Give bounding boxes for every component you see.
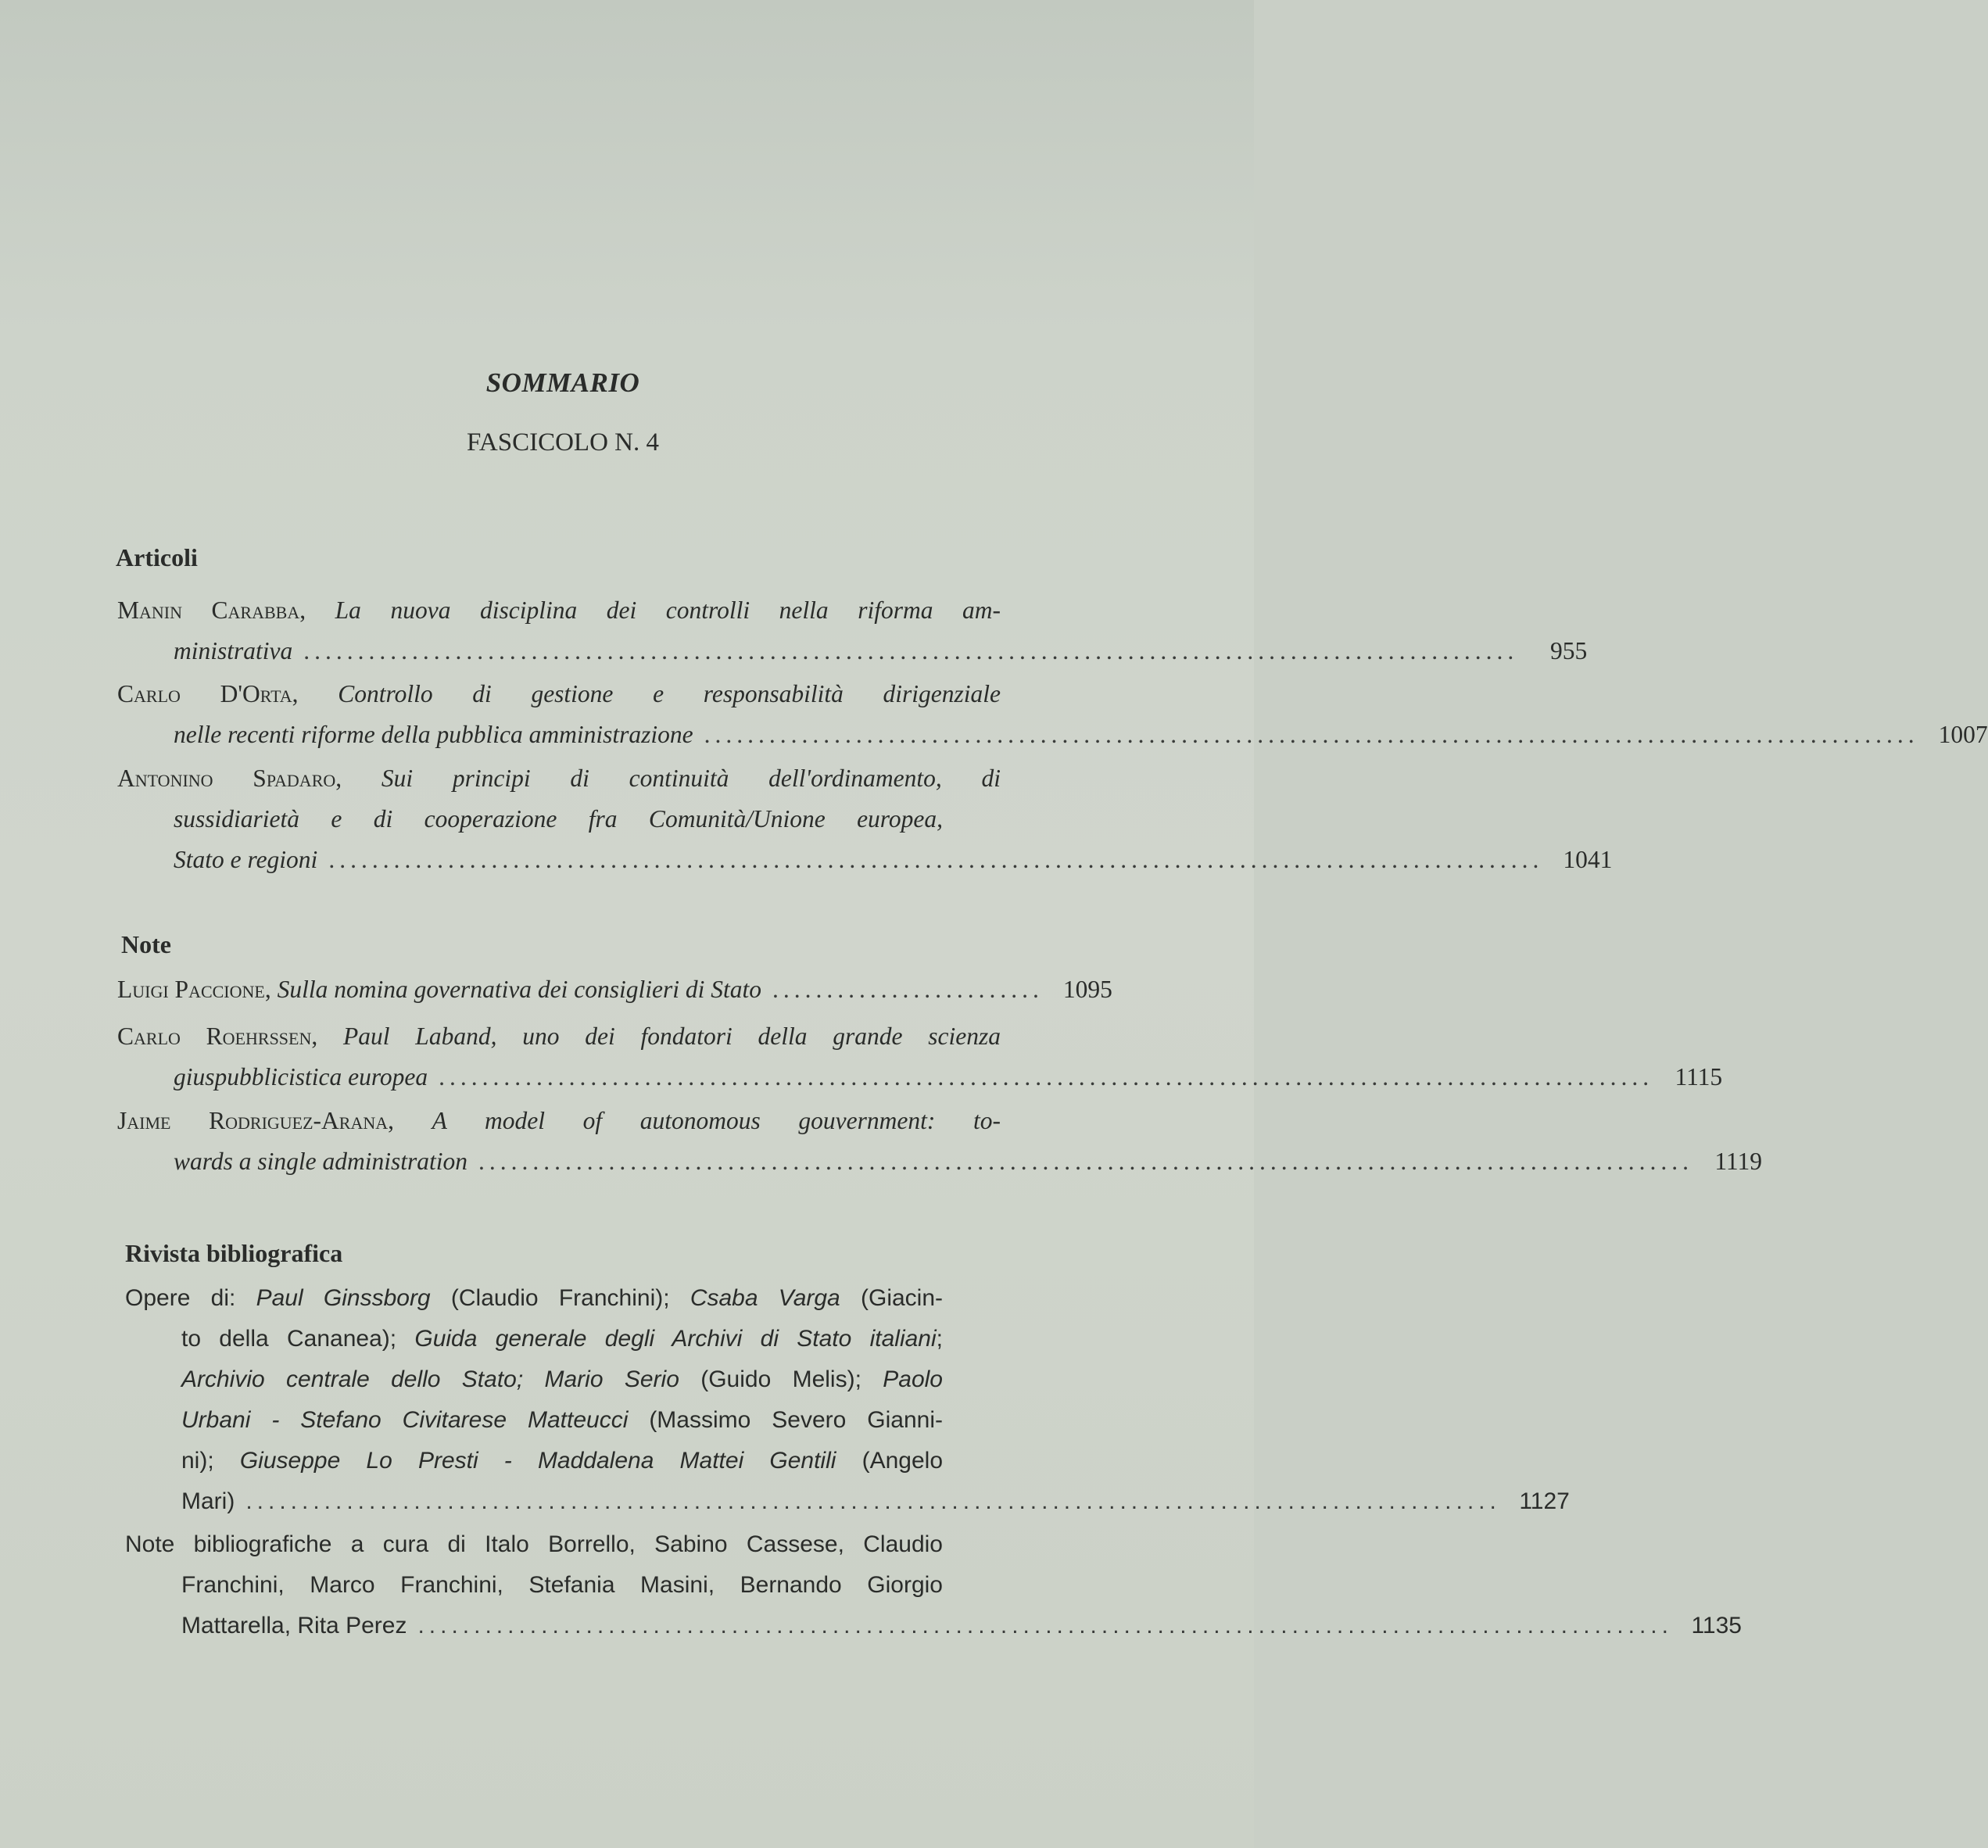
- entry-author: Antonino Spadaro: [117, 765, 336, 792]
- entry-title: Paul Laband, uno dei fondatori della grande scienza: [343, 1022, 1001, 1050]
- leader-dots: ................................................................................................................: [417, 1613, 1673, 1638]
- entry-title: Controllo di gestione e responsabilità dirigenziale: [338, 680, 1001, 707]
- entry-author: Carlo Roehrssen: [117, 1022, 312, 1050]
- entry-page: 1041: [1563, 846, 1613, 873]
- leader-dots: ................................................................................................................: [303, 637, 1519, 664]
- toc-entry: Manin Carabba, La nuova disciplina dei controlli nella riforma am- ministrativa ................................................................................................................ 955: [117, 590, 1001, 672]
- section-heading-note: Note: [121, 930, 171, 958]
- toc-entry: Jaime Rodriguez-Arana, A model of autonomous gouvernment: to- wards a single administration ................................................................................................................ 1119: [117, 1101, 1001, 1182]
- entry-page: 1007: [1938, 721, 1988, 748]
- section-heading-articoli: Articoli: [116, 543, 198, 571]
- entry-title: La nuova disciplina dei controlli nella riforma am-: [335, 596, 1001, 624]
- issue-label: FASCICOLO N. 4: [466, 428, 659, 457]
- entry-author: Luigi Paccione: [117, 976, 265, 1003]
- leader-dots: ................................................................................................................: [704, 721, 1919, 748]
- toc-entry-opere: Opere di: Paul Ginssborg (Claudio Franchini); Csaba Varga (Giacin- to della Cananea); Guida generale degli Archivi di Stato italiani; Archivio centrale dello Stato; Mario Serio (Guido Melis); Paolo Urbani - Stefano Civitarese Matteucci (Massimo Severo Gianni- ni); Giuseppe Lo Presti - Maddalena Mattei Gentili (Angelo Mari) ................................................................................................................ 1127: [125, 1278, 1001, 1522]
- entry-author: Manin Carabba: [117, 596, 300, 624]
- leader-dots: ................................................................................................................: [328, 846, 1544, 873]
- entry-title: Sui principi di continuità dell'ordinamento, di: [381, 765, 1001, 792]
- leader-dots: .........................: [772, 976, 1044, 1003]
- entry-title-cont: nelle recenti riforme della pubblica amministrazione: [174, 721, 693, 748]
- section-heading-rivista: Rivista bibliografica: [125, 1239, 343, 1267]
- leader-dots: ................................................................................................................: [439, 1063, 1654, 1091]
- entry-page: 1115: [1675, 1063, 1723, 1091]
- entry-title-cont: ministrativa: [174, 637, 293, 664]
- leader-dots: ................................................................................................................: [245, 1488, 1501, 1514]
- toc-entry: Carlo D'Orta, Controllo di gestione e responsabilità dirigenziale nelle recenti riforme della pubblica amministrazione ................................................................................................................ 1007: [117, 674, 1001, 755]
- toc-entry: Luigi Paccione, Sulla nomina governativa dei consiglieri di Stato ......................... 1095: [117, 969, 1001, 1010]
- leader-dots: ................................................................................................................: [478, 1148, 1694, 1175]
- entry-author: Jaime Rodriguez-Arana: [117, 1107, 389, 1134]
- entry-title-cont: wards a single administration: [174, 1148, 468, 1175]
- entry-page: 1135: [1691, 1613, 1742, 1638]
- entry-author: Carlo D'Orta: [117, 680, 292, 707]
- toc-entry-note-bibliografiche: Note bibliografiche a cura di Italo Borrello, Sabino Cassese, Claudio Franchini, Marco Franchini, Stefania Masini, Bernando Giorgio Mattarella, Rita Perez ................................................................................................................ 1135: [125, 1524, 1001, 1646]
- entry-page: 1095: [1062, 976, 1112, 1003]
- entry-page: 1127: [1519, 1488, 1570, 1514]
- entry-title-cont: Stato e regioni: [174, 846, 318, 873]
- entry-page: 1119: [1714, 1148, 1763, 1175]
- toc-entry: Carlo Roehrssen, Paul Laband, uno dei fondatori della grande scienza giuspubblicistica europea ................................................................................................................ 1115: [117, 1016, 1001, 1098]
- entry-title-cont: giuspubblicistica europea: [174, 1063, 428, 1091]
- entry-page: 955: [1550, 637, 1588, 664]
- entry-title: Sulla nomina governativa dei consiglieri di Stato: [277, 976, 762, 1003]
- page-title: SOMMARIO: [485, 367, 640, 398]
- toc-entry: Antonino Spadaro, Sui principi di continuità dell'ordinamento, di sussidiarietà e di cooperazione fra Comunità/Unione europea, Stato e regioni ................................................................................................................ 1041: [117, 758, 1001, 880]
- entry-title: A model of autonomous gouvernment: to-: [432, 1107, 1001, 1134]
- entry-title-cont: sussidiarietà e di cooperazione fra Comunità/Unione europea,: [174, 805, 943, 833]
